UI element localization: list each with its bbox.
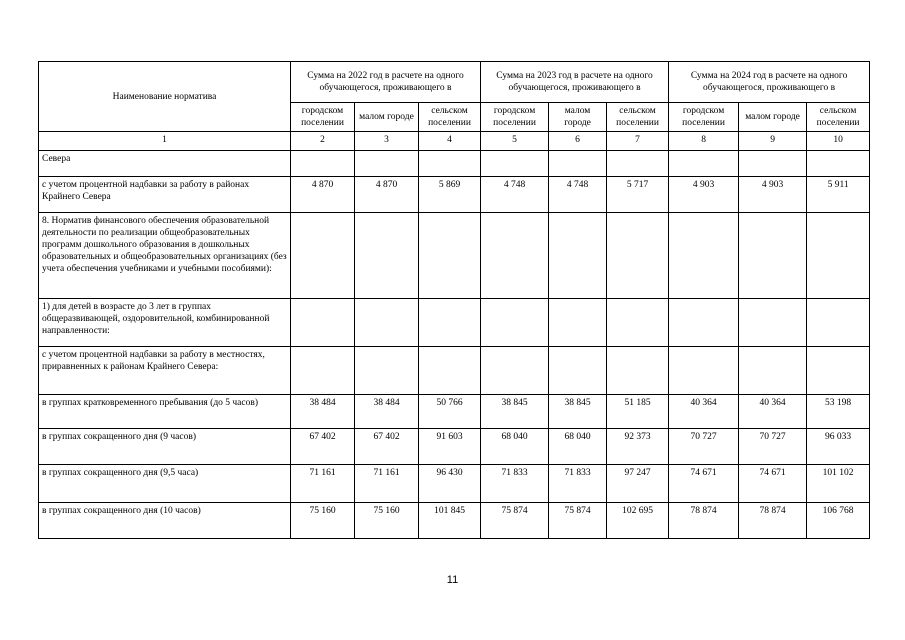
row-label: Севера (39, 151, 291, 177)
row-value (807, 213, 870, 299)
row-value: 5 911 (807, 177, 870, 213)
row-value (549, 299, 607, 347)
table-row (39, 299, 870, 347)
table-row (39, 213, 870, 299)
row-value (739, 347, 807, 395)
row-label: в группах сокращенного дня (9 часов) (39, 429, 291, 465)
subcol-header: городском поселении (291, 103, 355, 132)
row-value: 4 748 (481, 177, 549, 213)
row-value: 78 874 (669, 503, 739, 539)
row-value (355, 151, 419, 177)
row-value (607, 299, 669, 347)
row-value (669, 213, 739, 299)
row-value (607, 151, 669, 177)
page-number: 11 (446, 574, 459, 586)
row-value (807, 151, 870, 177)
subcol-header: малом городе (739, 103, 807, 132)
column-number: 5 (481, 132, 549, 151)
subcol-header: сельском поселении (607, 103, 669, 132)
row-value (355, 213, 419, 299)
row-value: 4 870 (355, 177, 419, 213)
year-2022-header: Сумма на 2022 год в расчете на одного обучающегося, проживающего в (291, 62, 481, 103)
table-row (39, 429, 870, 465)
row-value (669, 151, 739, 177)
row-value (807, 347, 870, 395)
row-value (419, 213, 481, 299)
row-value (481, 151, 549, 177)
row-value (607, 213, 669, 299)
row-value: 71 161 (355, 465, 419, 503)
row-value (291, 213, 355, 299)
row-value: 101 845 (419, 503, 481, 539)
row-value (607, 347, 669, 395)
row-value: 75 160 (355, 503, 419, 539)
row-value: 91 603 (419, 429, 481, 465)
row-label: в группах сокращенного дня (10 часов) (39, 503, 291, 539)
table-row (39, 177, 870, 213)
column-number: 1 (39, 132, 291, 151)
row-value (481, 299, 549, 347)
row-value: 53 198 (807, 395, 870, 429)
subcol-header: малом городе (355, 103, 419, 132)
table-row (39, 395, 870, 429)
name-column-header: Наименование норматива (39, 62, 291, 132)
row-value: 101 102 (807, 465, 870, 503)
row-value (669, 299, 739, 347)
column-number: 9 (739, 132, 807, 151)
row-value: 38 484 (291, 395, 355, 429)
row-value (669, 347, 739, 395)
table-row (39, 503, 870, 539)
row-value: 40 364 (669, 395, 739, 429)
row-value: 96 033 (807, 429, 870, 465)
table-row (39, 151, 870, 177)
row-label: в группах сокращенного дня (9,5 часа) (39, 465, 291, 503)
row-value: 97 247 (607, 465, 669, 503)
row-value: 74 671 (739, 465, 807, 503)
year-2023-header: Сумма на 2023 год в расчете на одного обучающегося, проживающего в (481, 62, 669, 103)
column-number: 2 (291, 132, 355, 151)
row-value (549, 151, 607, 177)
row-value: 75 874 (481, 503, 549, 539)
row-label: 1) для детей в возрасте до 3 лет в группах общеразвивающей, оздоровительной, комбинированной направленности: (39, 299, 291, 347)
row-value (481, 213, 549, 299)
column-number: 10 (807, 132, 870, 151)
row-value: 38 484 (355, 395, 419, 429)
column-number: 8 (669, 132, 739, 151)
subcol-header: городском поселении (669, 103, 739, 132)
row-value (419, 347, 481, 395)
column-number-row (39, 132, 870, 151)
header-row-years (39, 62, 870, 103)
row-value (291, 299, 355, 347)
row-value (739, 213, 807, 299)
row-value: 68 040 (549, 429, 607, 465)
row-value (419, 299, 481, 347)
column-number: 3 (355, 132, 419, 151)
row-value (549, 347, 607, 395)
row-label: в группах кратковременного пребывания (до 5 часов) (39, 395, 291, 429)
row-label: с учетом процентной надбавки за работу в районах Крайнего Севера (39, 177, 291, 213)
row-value: 70 727 (739, 429, 807, 465)
row-value: 70 727 (669, 429, 739, 465)
row-value: 74 671 (669, 465, 739, 503)
row-value: 4 870 (291, 177, 355, 213)
row-label: 8. Норматив финансового обеспечения образовательной деятельности по реализации общеобразовательных программ дошкольного образования в дошкольных образовательных и общеобразовательных организациях (без учета обеспечения учебниками и учебными пособиями): (39, 213, 291, 299)
subcol-header: малом городе (549, 103, 607, 132)
row-value: 75 160 (291, 503, 355, 539)
row-value (355, 347, 419, 395)
row-value (419, 151, 481, 177)
row-value: 40 364 (739, 395, 807, 429)
row-value: 5 869 (419, 177, 481, 213)
subcol-header: сельском поселении (807, 103, 870, 132)
column-number: 6 (549, 132, 607, 151)
year-2024-header: Сумма на 2024 год в расчете на одного обучающегося, проживающего в (669, 62, 870, 103)
row-value: 50 766 (419, 395, 481, 429)
row-value: 68 040 (481, 429, 549, 465)
row-value: 5 717 (607, 177, 669, 213)
row-value (739, 299, 807, 347)
row-value: 96 430 (419, 465, 481, 503)
row-value (481, 347, 549, 395)
row-value: 4 748 (549, 177, 607, 213)
row-value (739, 151, 807, 177)
row-value: 106 768 (807, 503, 870, 539)
row-value: 102 695 (607, 503, 669, 539)
row-value: 71 833 (481, 465, 549, 503)
column-number: 7 (607, 132, 669, 151)
table-row (39, 347, 870, 395)
row-value (549, 213, 607, 299)
row-value: 92 373 (607, 429, 669, 465)
row-value: 67 402 (291, 429, 355, 465)
row-value: 71 833 (549, 465, 607, 503)
row-label: с учетом процентной надбавки за работу в местностях, приравненных к районам Крайнего Севера: (39, 347, 291, 395)
row-value (807, 299, 870, 347)
row-value (291, 347, 355, 395)
row-value: 4 903 (739, 177, 807, 213)
column-number: 4 (419, 132, 481, 151)
row-value: 38 845 (481, 395, 549, 429)
row-value: 67 402 (355, 429, 419, 465)
normatives-table (38, 61, 870, 539)
row-value: 51 185 (607, 395, 669, 429)
table-row (39, 465, 870, 503)
row-value: 71 161 (291, 465, 355, 503)
row-value: 75 874 (549, 503, 607, 539)
row-value: 4 903 (669, 177, 739, 213)
row-value (355, 299, 419, 347)
row-value: 38 845 (549, 395, 607, 429)
row-value (291, 151, 355, 177)
row-value: 78 874 (739, 503, 807, 539)
subcol-header: сельском поселении (419, 103, 481, 132)
subcol-header: городском поселении (481, 103, 549, 132)
